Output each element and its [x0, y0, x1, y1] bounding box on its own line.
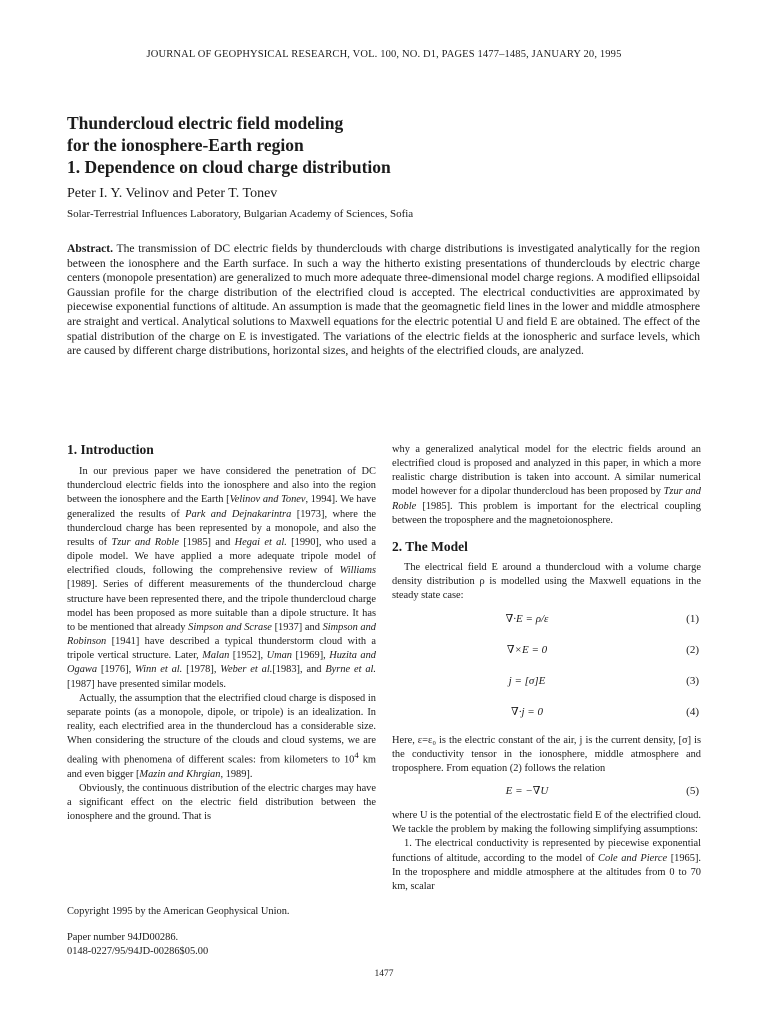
text-run: 1. The electrical conductivity is represented by piecewise exponential functions of altitude, according to the model of — [392, 838, 701, 864]
text-run: [1978], — [182, 664, 221, 676]
intro-continuation — [392, 443, 701, 528]
text-run: [1973], where the thundercloud charge has been represented by a monopole, and also the results of — [67, 508, 377, 548]
right-column — [392, 443, 701, 894]
citation: Simpson and Scrase — [188, 621, 272, 633]
text-run: In our previous paper we have considered the penetration of DC thundercloud electric fields into the ionosphere and also into the region between the ionosphere and the Earth [ — [67, 466, 376, 506]
text-run: [1969], — [291, 650, 330, 662]
title-line-3: 1. Dependence on cloud charge distribution — [67, 157, 391, 177]
citation: Tzur and Roble — [111, 536, 179, 548]
authors: Peter I. Y. Velinov and Peter T. Tonev — [67, 186, 278, 201]
citation: Byrne et al. — [325, 664, 376, 676]
issn-code: 0148-0227/95/94JD-00286$05.00 — [67, 946, 209, 957]
text-run: [1952], — [229, 650, 267, 662]
equation-3 — [392, 668, 701, 697]
citation: Cole and Pierce — [598, 852, 668, 864]
journal-header: JOURNAL OF GEOPHYSICAL RESEARCH, VOL. 100, NO. D1, PAGES 1477–1485, JANUARY 20, 1995 — [146, 49, 622, 60]
equation-number: (3) — [686, 674, 699, 687]
text-run: [1937] and — [271, 621, 323, 633]
equation-expression: ∇·E = ρ/ε — [505, 612, 549, 625]
equation-5 — [392, 778, 701, 807]
text-run: [1985] and — [178, 536, 235, 548]
equation-4 — [392, 699, 701, 728]
superscript: 4 — [354, 750, 359, 761]
text-run: , 1994]. We have generalized the results of — [67, 494, 376, 520]
equation-number: (4) — [686, 705, 699, 718]
text-run: Actually, the assumption that the electrified cloud charge is disposed in separate points (as a monopole, dipole, or tripole) is an idealization. In reality, each electrified area in the thundercloud has a considerable size. When considering the structure of the clouds and cloud systems, we are dealing with phenomena of different scales: from kilometers to 10 — [67, 692, 376, 766]
intro-paragraph-1 — [67, 465, 376, 692]
citation: Huzita and Ogawa — [67, 650, 376, 676]
text-run: [1983], and — [272, 664, 326, 676]
title-line-1: Thundercloud electric field modeling — [67, 113, 344, 133]
introduction-heading: 1. Introduction — [67, 442, 154, 457]
citation: Simpson and Robinson — [67, 621, 377, 648]
model-paragraph-2: Here, ε=ε₀ is the electric constant of the air, j is the current density, [σ] is the conductivity tensor in the ionosphere, middle atmosphere and troposphere. From equation (2) follows the relation — [392, 734, 701, 774]
citation: Williams — [339, 565, 376, 577]
paper-identifiers — [67, 931, 376, 959]
model-paragraph-3: where U is the potential of the electrostatic field E of the electrified cloud. We tackle the problem by making the following simplifying assumptions: — [392, 810, 701, 836]
paper-number: Paper number 94JD00286. — [67, 932, 179, 943]
text-run: , 1989]. — [220, 768, 253, 780]
page-number: 1477 — [374, 969, 394, 979]
left-column — [67, 443, 376, 825]
paper-title — [67, 112, 707, 178]
equation-expression: E = −∇U — [505, 785, 549, 798]
equation-expression: ∇×E = 0 — [506, 643, 548, 656]
abstract-text: The transmission of DC electric fields by thunderclouds with charge distributions is investigated analytically for the region between the ionosphere and the Earth surface. In such a way the hitherto existing presentations of thunderclouds by electric charge centers (monopole presentation) are generalized to much more adequate three-dimensional model charge regions. A modified ellipsoidal Gaussian profile for the charge distribution of the electrified cloud is accepted. The electrical conductivities are approximated by piecewise exponential functions of altitude. An assumption is made that the geomagnetic field lines in the lower and middle atmosphere are straight and vertical. Analytical solutions to Maxwell equations for the electric potential U and field E are obtained. The effect of the spatial distribution of the charge on E is investigated. The variations of the electric fields at the ionospheric and surface levels, which are caused by different charge distributions, horizontal sizes, and heights of the electrified clouds, are analyzed. — [67, 242, 700, 358]
affiliation: Solar-Terrestrial Influences Laboratory, Bulgarian Academy of Sciences, Sofia — [67, 208, 414, 220]
copyright-notice: Copyright 1995 by the American Geophysical Union. — [67, 906, 290, 917]
equation-2 — [392, 637, 701, 666]
text-run: [1987] have presented similar models. — [67, 678, 226, 690]
text-run: [1976], — [97, 664, 136, 676]
model-heading: 2. The Model — [392, 538, 468, 554]
citation: Tzur and Roble — [392, 486, 702, 512]
text-run: [1941] have described a typical thunderstorm cloud with a tripole vertical structure. Later, — [67, 636, 376, 662]
intro-paragraph-2 — [67, 692, 376, 782]
equation-expression: ∇·j = 0 — [511, 705, 543, 718]
equation-number: (5) — [686, 785, 699, 798]
intro-paragraph-3: Obviously, the continuous distribution of the electric charges may have a significant effect on the electric field distribution between the ionosphere and the ground. That is — [67, 783, 376, 823]
equation-1 — [392, 606, 701, 635]
abstract — [67, 242, 700, 359]
citation: Hegai et al. — [234, 536, 287, 548]
abstract-label: Abstract. — [67, 242, 114, 255]
text-run: [1985]. This problem is important for the electrical coupling between the troposphere and the magnetoionosphere. — [392, 500, 701, 526]
text-run: km and even bigger [ — [67, 754, 376, 780]
model-paragraph-4 — [392, 837, 701, 894]
intro-paragraph-3-continued — [392, 443, 701, 528]
model-paragraph-1: The electrical field E around a thundercloud with a volume charge density distribution ρ is modelled using the Maxwell equations in the steady state case: — [392, 562, 701, 602]
citation: Mazin and Khrgian — [139, 768, 221, 780]
text-run: why a generalized analytical model for the electric fields around an electrified cloud is proposed and analyzed in this paper, in which a more realistic charge distribution is taken into account. A similar numerical model however for a dipolar thundercloud has been proposed by — [392, 444, 701, 498]
equation-expression: j = [σ]E — [508, 674, 546, 687]
text-run: [1989]. Series of different measurements of the thundercloud charge structure have been represented there, and the tripole thundercloud charge model has been proposed as more suitable than a dipole structure. It has to be mentioned that already — [67, 579, 376, 633]
citation: Uman — [266, 650, 292, 662]
citation: Park and Dejnakarintra — [185, 508, 292, 520]
citation: Winn et al. — [135, 664, 183, 676]
citation: Malan — [202, 650, 230, 662]
equation-number: (2) — [686, 643, 699, 656]
title-line-2: for the ionosphere-Earth region — [67, 135, 304, 155]
citation: Weber et al. — [220, 664, 273, 676]
equation-number: (1) — [686, 612, 699, 625]
text-run: [1965]. In the troposphere and middle atmosphere at the altitudes from 0 to 70 km, scalar — [392, 852, 701, 892]
citation: Velinov and Tonev — [229, 494, 306, 506]
text-run: [1990], who used a dipole model. We have applied a more adequate tripole model of electrified clouds, following the comprehensive review of — [67, 536, 376, 577]
